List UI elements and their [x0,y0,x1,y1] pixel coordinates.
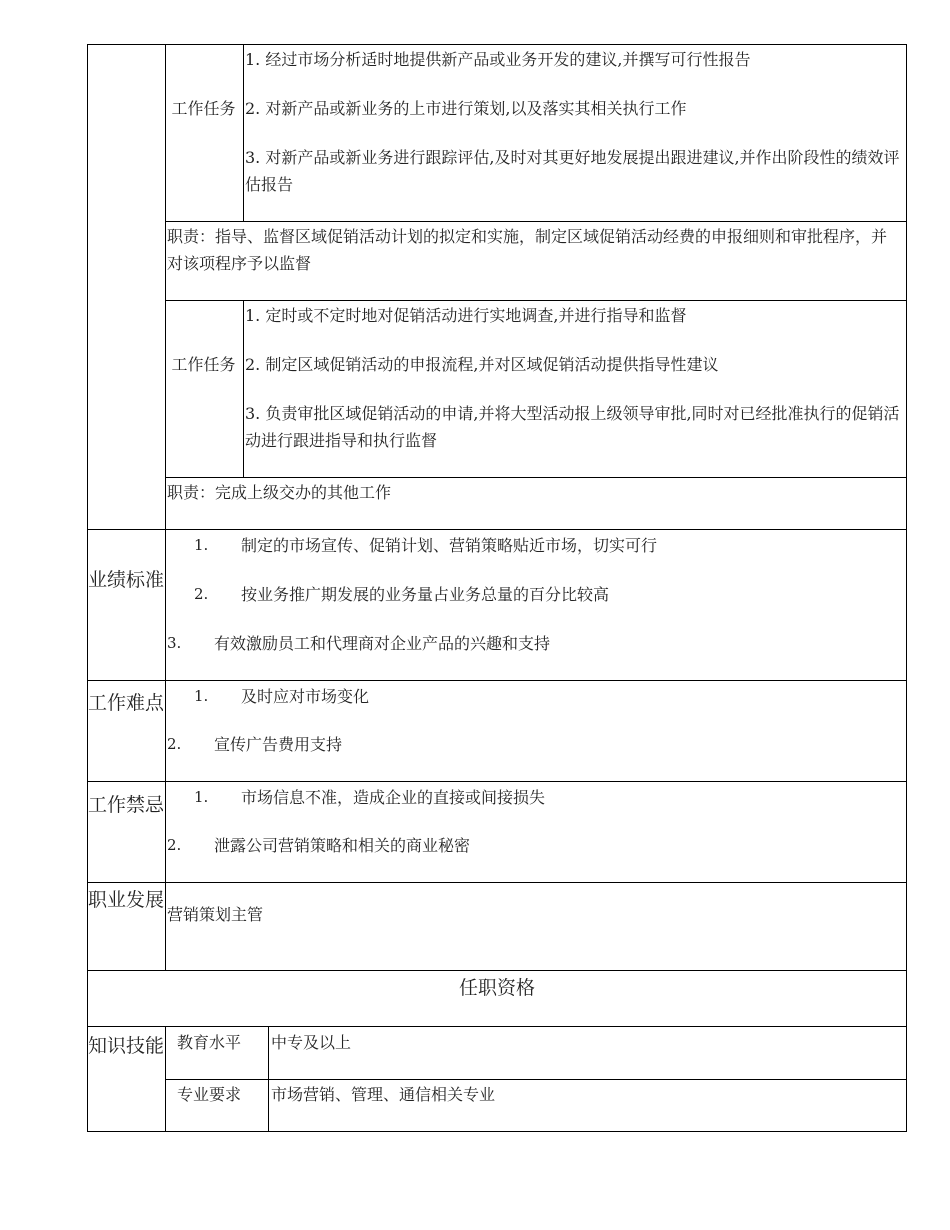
duty-2-responsibility: 职责：指导、监督区域促销活动计划的拟定和实施，制定区域促销活动经费的申报细则和审批程序，并对该项程序予以监督 [167,227,888,273]
career-value: 营销策划主管 [167,905,264,924]
taboo-item-2: 泄露公司营销策略和相关的商业秘密 [214,836,471,855]
performance-item-2-num: 2. [194,585,209,603]
career-label: 职业发展 [88,889,165,911]
performance-item-3: 有效激励员工和代理商对企业产品的兴趣和支持 [214,634,551,653]
duty-1-task-3: 3. 对新产品或新业务进行跟踪评估,及时对其更好地发展提出跟进建议,并作出阶段性的绩效评估报告 [245,148,900,194]
duty-1-task-label: 工作任务 [171,99,236,118]
difficulty-item-1: 及时应对市场变化 [241,687,370,706]
performance-label: 业绩标准 [88,569,165,591]
duty-2-task-2: 2. 制定区域促销活动的申报流程,并对区域促销活动提供指导性建议 [245,355,719,374]
taboo-item-2-num: 2. [167,836,182,854]
difficulty-item-1-num: 1. [194,687,209,705]
qualification-label: 知识技能 [88,1035,165,1057]
taboos-label: 工作禁忌 [88,794,165,816]
performance-item-1-num: 1. [194,536,209,554]
duty-2-task-3: 3. 负责审批区域促销活动的申请,并将大型活动报上级领导审批,同时对已经批准执行的促销活动进行跟进指导和执行监督 [245,404,900,450]
difficulty-item-2-num: 2. [167,735,182,753]
qualification-title: 任职资格 [458,977,535,999]
performance-item-2: 按业务推广期发展的业务量占业务总量的百分比较高 [241,585,610,604]
major-label: 专业要求 [177,1085,242,1104]
duty-2-task-1: 1. 定时或不定时地对促销活动进行实地调查,并进行指导和监督 [245,306,687,325]
duty-3-responsibility: 职责：完成上级交办的其他工作 [167,483,392,502]
education-value: 中专及以上 [271,1033,352,1052]
taboo-item-1: 市场信息不准，造成企业的直接或间接损失 [241,788,546,807]
difficulty-item-2: 宣传广告费用支持 [214,735,343,754]
duty-1-task-1: 1. 经过市场分析适时地提供新产品或业务开发的建议,并撰写可行性报告 [245,50,751,69]
performance-item-1: 制定的市场宣传、促销计划、营销策略贴近市场，切实可行 [241,536,658,555]
major-value: 市场营销、管理、通信相关专业 [271,1085,496,1104]
difficulties-label: 工作难点 [88,692,165,714]
education-label: 教育水平 [177,1033,242,1052]
duty-1-task-2: 2. 对新产品或新业务的上市进行策划,以及落实其相关执行工作 [245,99,687,118]
taboo-item-1-num: 1. [194,788,209,806]
duty-2-task-label: 工作任务 [171,355,236,374]
performance-item-3-num: 3. [167,634,182,652]
